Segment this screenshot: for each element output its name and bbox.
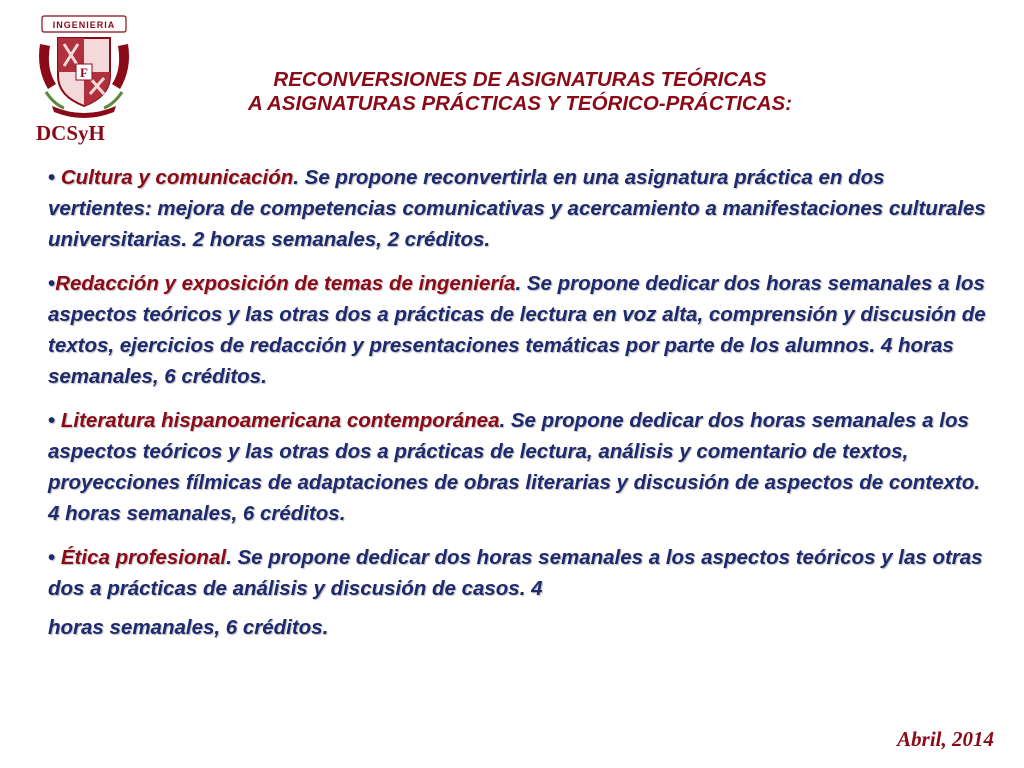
footer-date: Abril, 2014 bbox=[897, 727, 994, 751]
department-label: DCSyH bbox=[36, 121, 105, 145]
logo-text: INGENIERIA bbox=[52, 20, 116, 30]
content-body bbox=[48, 162, 988, 643]
subject-description: . Se propone dedicar dos horas semanales a los aspectos teóricos y las otras dos a prácticas de lectura en voz alta, comprensión y discusión de textos, ejercicios de redacción y presentaciones temáticas por parte de los alumnos. 4 horas semanales, 6 créditos. bbox=[48, 272, 986, 388]
subject-description: . Se propone dedicar dos horas semanales a los aspectos teóricos y las otras dos a prácticas de análisis y discusión de casos. 4 bbox=[48, 546, 983, 600]
page-title bbox=[150, 68, 890, 116]
bullet: • bbox=[48, 272, 56, 295]
subject-description: . Se propone dedicar dos horas semanales a los aspectos teóricos y las otras dos a prácticas de lectura, análisis y comentario de textos, proyecciones fílmicas de adaptaciones de obras literarias y discusión de aspectos de contexto. 4 horas semanales, 6 créditos. bbox=[48, 409, 980, 525]
bullet: • bbox=[48, 546, 61, 569]
ingenieria-logo bbox=[34, 14, 134, 119]
svg-text:F: F bbox=[80, 65, 88, 80]
subject-title: Cultura y comunicación bbox=[60, 166, 294, 189]
list-item bbox=[48, 405, 988, 529]
title-line-2: A ASIGNATURAS PRÁCTICAS Y TEÓRICO-PRÁCTICAS: bbox=[247, 92, 793, 115]
list-item bbox=[48, 268, 988, 392]
subject-title: Literatura hispanoamericana contemporánea bbox=[60, 409, 500, 432]
subject-description-end: horas semanales, 6 créditos. bbox=[48, 616, 329, 639]
list-item bbox=[48, 162, 988, 255]
title-line-1: RECONVERSIONES DE ASIGNATURAS TEÓRICAS bbox=[273, 68, 767, 91]
subject-title: Redacción y exposición de temas de ingeniería bbox=[55, 272, 516, 295]
list-item bbox=[48, 542, 988, 643]
bullet: • bbox=[48, 166, 61, 189]
subject-description: . Se propone reconvertirla en una asignatura práctica en dos vertientes: mejora de competencias comunicativas y acercamiento a manifestaciones culturales universitarias. 2 horas semanales, 2 créditos. bbox=[48, 166, 986, 251]
bullet: • bbox=[48, 409, 61, 432]
subject-title: Ética profesional bbox=[60, 546, 227, 569]
